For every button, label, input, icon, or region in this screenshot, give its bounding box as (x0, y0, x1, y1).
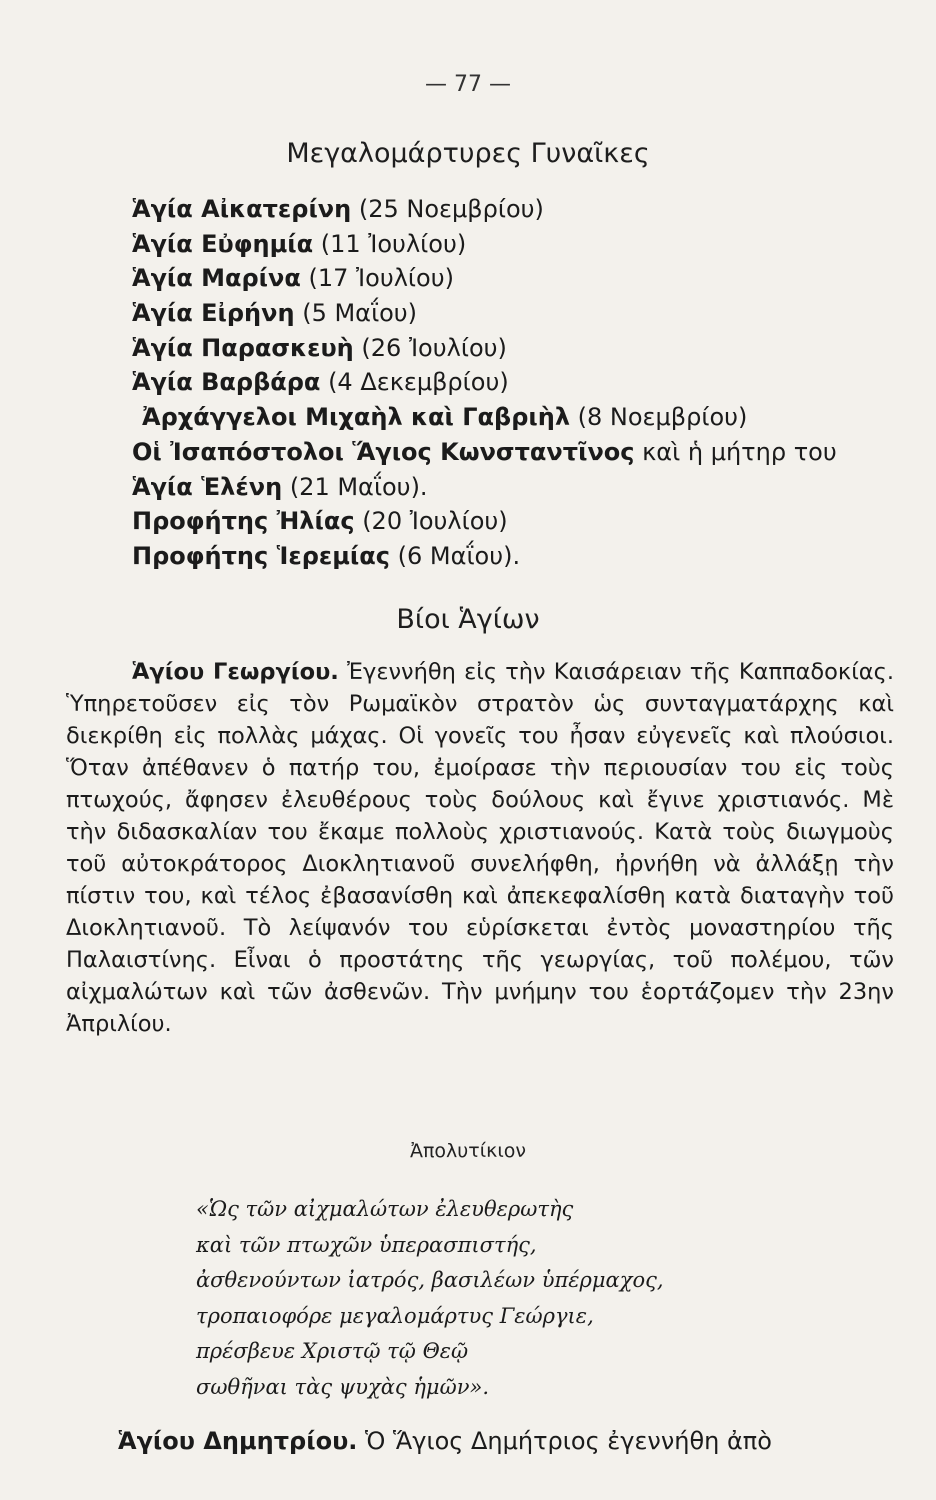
saint-entry: Ἁγία Βαρβάρα (4 Δεκεμβρίου) (132, 368, 509, 397)
hymn-line: τροπαιοφόρε μεγαλομάρτυς Γεώργιε, (196, 1303, 594, 1328)
hymn-line: πρέσβευε Χριστῷ τῷ Θεῷ (196, 1339, 469, 1363)
saint-entry: Προφήτης Ἱερεμίας (6 Μαΐου). (132, 541, 521, 570)
st-demetrius-entry (118, 1424, 888, 1458)
heading-great-martyrs: Μεγαλομάρτυρες Γυναῖκες (286, 138, 650, 169)
saint-entry: Ἁγία Εἰρήνη (5 Μαΐου) (132, 299, 418, 328)
heading-lives-of-saints: Βίοι Ἁγίων (396, 604, 540, 635)
hymn-line: σωθῆναι τὰς ψυχὰς ἡμῶν». (196, 1374, 489, 1399)
saint-entry: Ἁγία Ἑλένη (21 Μαΐου). (132, 472, 428, 501)
hymn-line: καὶ τῶν πτωχῶν ὑπερασπιστής, (196, 1232, 537, 1257)
st-george-text: Ἐγεννήθη εἰς τὴν Καισάρειαν τῆς Καππαδοκίας. Ὑπηρετοῦσεν εἰς τὸν Ρωμαϊκὸν στρατὸν ὡς συνταγματάρχης καὶ διεκρίθη εἰς πολλὰς μάχας. Οἱ γονεῖς του ἦσαν εὐγενεῖς καὶ πλούσιοι. Ὅταν ἀπέθανεν ὁ πατήρ του, ἐμοίρασε τὴν περιουσίαν του εἰς τοὺς πτωχούς, ἄφησεν ἐλευθέρους τοὺς δούλους καὶ ἔγινε χριστιανός. Μὲ τὴν διδασκαλίαν του ἔκαμε πολλοὺς χριστιανούς. Κατὰ τοὺς διωγμοὺς τοῦ αὐτοκράτορος Διοκλητιανοῦ συνελήφθη, ἠρνήθη νὰ ἀλλάξῃ τὴν πίστιν του, καὶ τέλος ἐβασανίσθη καὶ ἀπεκεφαλίσθη κατὰ διαταγὴν τοῦ Διοκλητιανοῦ. Τὸ λείψανόν του εὑρίσκεται ἐντὸς μοναστηρίου τῆς Παλαιστίνης. Εἶναι ὁ προστάτης τῆς γεωργίας, τοῦ πολέμου, τῶν αἰχμαλώτων καὶ τῶν ἀσθενῶν. Τὴν μνήμην του ἑορτάζομεν τὴν 23ην Ἀπριλίου. (66, 659, 894, 1037)
hymn-line: «Ὡς τῶν αἰχμαλώτων ἐλευθερωτὴς (196, 1197, 574, 1221)
apolytikion-hymn (196, 1192, 664, 1405)
saint-entry: Ἁγία Παρασκευὴ (26 Ἰουλίου) (132, 333, 507, 362)
st-demetrius-name: Ἁγίου Δημητρίου. (118, 1427, 358, 1455)
page-number: — 77 — (425, 72, 511, 97)
apolytikion-title: Ἀπολυτίκιον (409, 1140, 527, 1162)
saint-entry: Ἁγία Εὐφημία (11 Ἰουλίου) (132, 229, 467, 258)
st-george-biography (66, 656, 894, 1040)
saint-entry: Προφήτης Ἠλίας (20 Ἰουλίου) (132, 507, 508, 536)
st-george-name: Ἁγίου Γεωργίου. (132, 659, 339, 685)
saints-list (132, 192, 837, 574)
saint-entry: Ἀρχάγγελοι Μιχαὴλ καὶ Γαβριὴλ (8 Νοεμβρίου) (142, 403, 748, 432)
st-demetrius-text: Ὁ Ἅγιος Δημήτριος ἐγεννήθη ἀπὸ (365, 1427, 772, 1455)
saint-entry: Ἁγία Μαρίνα (17 Ἰουλίου) (132, 264, 454, 293)
saint-entry: Οἱ Ἰσαπόστολοι Ἅγιος Κωνσταντῖνος καὶ ἡ μήτηρ του (132, 437, 837, 466)
hymn-line: ἀσθενούντων ἰατρός, βασιλέων ὑπέρμαχος, (196, 1268, 664, 1292)
saint-entry: Ἁγία Αἰκατερίνη (25 Νοεμβρίου) (132, 195, 544, 223)
